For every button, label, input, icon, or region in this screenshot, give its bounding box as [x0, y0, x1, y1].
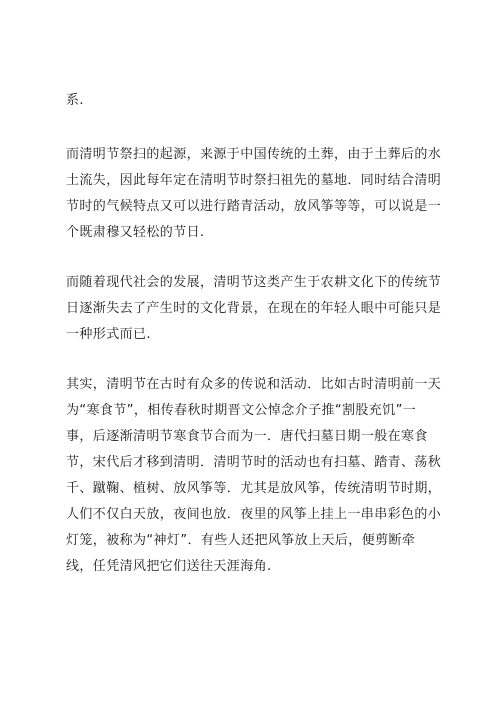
- text-line: 系.: [66, 93, 84, 108]
- text-line: 节，宋代后才移到清明．清明节时的活动也有扫墓、踏青、荡秋: [66, 455, 442, 470]
- text-line: 个既肃穆又轻松的节日.: [66, 225, 205, 240]
- text-line: 而随着现代社会的发展，清明节这类产生于农耕文化下的传统节: [66, 275, 442, 290]
- text-line: 而清明节祭扫的起源，来源于中国传统的土葬，由于土葬后的水: [66, 147, 442, 162]
- text-line: 节时的气候特点又可以进行踏青活动，放风筝等等，可以说是一: [66, 199, 442, 214]
- text-line: 人们不仅白天放，夜间也放．夜里的风筝上挂上一串串彩色的小: [66, 507, 442, 522]
- text-line: 土流失，因此每年定在清明节时祭扫祖先的墓地．同时结合清明: [66, 173, 442, 188]
- paragraph-customs: [66, 372, 442, 580]
- text-line: 线，任凭清风把它们送往天涯海角.: [66, 559, 272, 574]
- text-line: 灯笼，被称为“神灯”．有些人还把风筝放上天后，便剪断牵: [66, 533, 416, 548]
- text-line: 其实，清明节在古时有众多的传说和活动．比如古时清明前一天: [66, 377, 442, 392]
- paragraph-origin: [66, 142, 442, 246]
- text-line: 日逐渐失去了产生时的文化背景，在现在的年轻人眼中可能只是: [66, 301, 442, 316]
- paragraph-continuation: [66, 88, 442, 114]
- text-line: 千、蹴鞠、植树、放风筝等．尤其是放风筝，传统清明节时期，: [66, 481, 442, 496]
- paragraph-modern: [66, 270, 442, 348]
- text-line: 一种形式而已.: [66, 327, 151, 342]
- text-line: 为“寒食节”，相传春秋时期晋文公悼念介子推“割股充饥”一: [66, 403, 417, 418]
- text-line: 事，后逐渐清明节寒食节合而为一．唐代扫墓日期一般在寒食: [66, 429, 428, 444]
